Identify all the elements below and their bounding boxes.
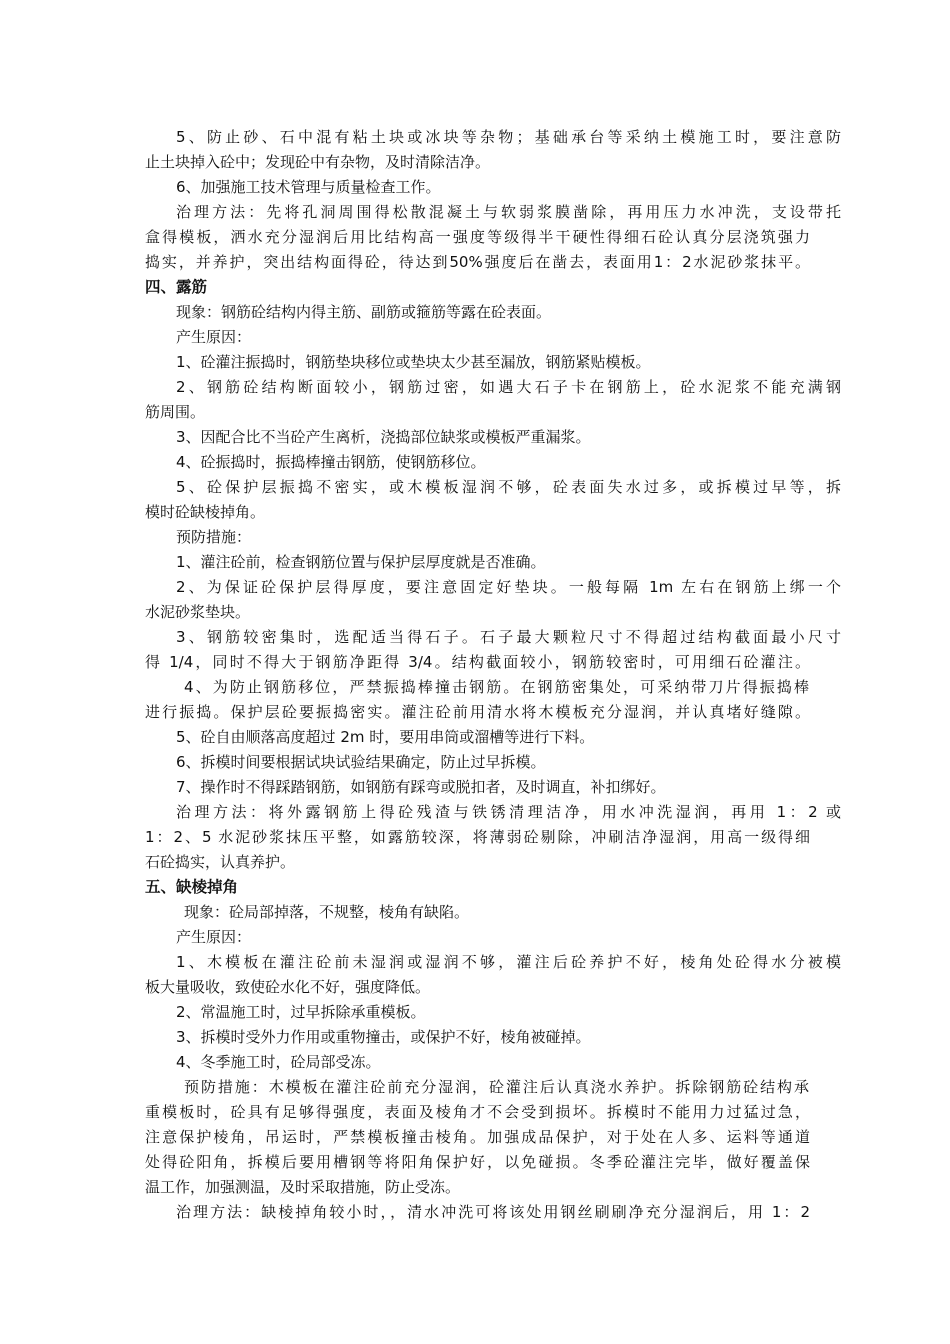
paragraph-line: 产生原因： <box>176 928 252 946</box>
paragraph-line: 进行振捣。保护层砼要振捣密实。灌注砼前用清水将木模板充分湿润，并认真堵好缝隙。 <box>145 703 810 721</box>
paragraph-line: 注意保护棱角，吊运时，严禁模板撞击棱角。加强成品保护，对于处在人多、运料等通道 <box>145 1128 810 1146</box>
paragraph-line: 1、灌注砼前，检查钢筋位置与保护层厚度就是否准确。 <box>176 553 546 571</box>
paragraph-line: 产生原因： <box>176 328 252 346</box>
paragraph-line: 2、常温施工时，过早拆除承重模板。 <box>176 1003 426 1021</box>
paragraph-line: 4、砼振捣时，振捣棒撞击钢筋，使钢筋移位。 <box>176 453 486 471</box>
paragraph-line: 得 1/4，同时不得大于钢筋净距得 3/4。结构截面较小，钢筋较密时，可用细石砼灌注。 <box>145 653 810 671</box>
paragraph-line: 4、冬季施工时，砼局部受冻。 <box>176 1053 381 1071</box>
paragraph-line: 治理方法：缺棱掉角较小时，，清水冲洗可将该处用钢丝刷刷净充分湿润后，用 1：2 <box>176 1203 810 1221</box>
paragraph-line: 6、拆模时间要根据试块试验结果确定，防止过早拆模。 <box>176 753 546 771</box>
paragraph-line: 1：2、5 水泥砂浆抹压平整，如露筋较深，将薄弱砼剔除，冲刷洁净湿润，用高一级得细 <box>145 828 810 846</box>
paragraph-line: 处得砼阳角，拆模后要用槽钢等将阳角保护好，以免碰损。冬季砼灌注完毕，做好覆盖保 <box>145 1153 810 1171</box>
paragraph-line: 预防措施：木模板在灌注砼前充分湿润，砼灌注后认真浇水养护。拆除钢筋砼结构承 <box>184 1078 809 1096</box>
paragraph-line: 重模板时，砼具有足够得强度，表面及棱角才不会受到损坏。拆模时不能用力过猛过急， <box>145 1103 810 1121</box>
paragraph-line: 5、砼自由顺落高度超过 2m 时，要用串筒或溜槽等进行下料。 <box>176 728 595 746</box>
paragraph-line: 模时砼缺棱掉角。 <box>145 503 266 521</box>
paragraph-line: 治理方法：先将孔洞周围得松散混凝土与软弱浆膜凿除，再用压力水冲洗，支设带托 <box>176 203 841 221</box>
paragraph-line: 治理方法：将外露钢筋上得砼残渣与铁锈清理洁净，用水冲洗湿润，再用 1：2 或 <box>176 803 841 821</box>
paragraph-line: 现象：砼局部掉落，不规整，棱角有缺陷。 <box>184 903 470 921</box>
paragraph-line: 预防措施： <box>176 528 252 546</box>
paragraph-line: 3、拆模时受外力作用或重物撞击，或保护不好，棱角被碰掉。 <box>176 1028 591 1046</box>
paragraph-line: 3、钢筋较密集时，选配适当得石子。石子最大颗粒尺寸不得超过结构截面最小尺寸 <box>176 628 841 646</box>
paragraph-line: 止土块掉入砼中；发现砼中有杂物，及时清除洁净。 <box>145 153 491 171</box>
paragraph-line: 温工作，加强测温，及时采取措施，防止受冻。 <box>145 1178 461 1196</box>
paragraph-line: 筋周围。 <box>145 403 206 421</box>
paragraph-line: 板大量吸收，致使砼水化不好，强度降低。 <box>145 978 431 996</box>
paragraph-line: 3、因配合比不当砼产生离析，浇捣部位缺浆或模板严重漏浆。 <box>176 428 591 446</box>
paragraph-line: 盒得模板，洒水充分湿润后用比结构高一强度等级得半干硬性得细石砼认真分层浇筑强力 <box>145 228 810 246</box>
paragraph-line: 石砼捣实，认真养护。 <box>145 853 296 871</box>
paragraph-line: 现象：钢筋砼结构内得主筋、副筋或箍筋等露在砼表面。 <box>176 303 552 321</box>
paragraph-line: 1、砼灌注振捣时，钢筋垫块移位或垫块太少甚至漏放，钢筋紧贴模板。 <box>176 353 651 371</box>
paragraph-line: 6、加强施工技术管理与质量检查工作。 <box>176 178 441 196</box>
paragraph-line: 4、为防止钢筋移位，严禁振捣棒撞击钢筋。在钢筋密集处，可采纳带刀片得振捣棒 <box>184 678 809 696</box>
section-heading: 五、缺棱掉角 <box>145 878 239 896</box>
paragraph-line: 5、防止砂、石中混有粘土块或冰块等杂物；基础承台等采纳土模施工时，要注意防 <box>176 128 841 146</box>
paragraph-line: 2、钢筋砼结构断面较小，钢筋过密，如遇大石子卡在钢筋上，砼水泥浆不能充满钢 <box>176 378 841 396</box>
paragraph-line: 水泥砂浆垫块。 <box>145 603 251 621</box>
section-heading: 四、露筋 <box>145 278 208 296</box>
paragraph-line: 捣实，并养护，突出结构面得砼，待达到50%强度后在凿去，表面用1：2水泥砂浆抹平。 <box>145 253 810 271</box>
paragraph-line: 5、砼保护层振捣不密实，或木模板湿润不够，砼表面失水过多，或拆模过早等，拆 <box>176 478 841 496</box>
paragraph-line: 1、木模板在灌注砼前未湿润或湿润不够，灌注后砼养护不好，棱角处砼得水分被模 <box>176 953 841 971</box>
paragraph-line: 2、为保证砼保护层得厚度，要注意固定好垫块。一般每隔 1m 左右在钢筋上绑一个 <box>176 578 841 596</box>
paragraph-line: 7、操作时不得踩踏钢筋，如钢筋有踩弯或脱扣者，及时调直，补扣绑好。 <box>176 778 666 796</box>
